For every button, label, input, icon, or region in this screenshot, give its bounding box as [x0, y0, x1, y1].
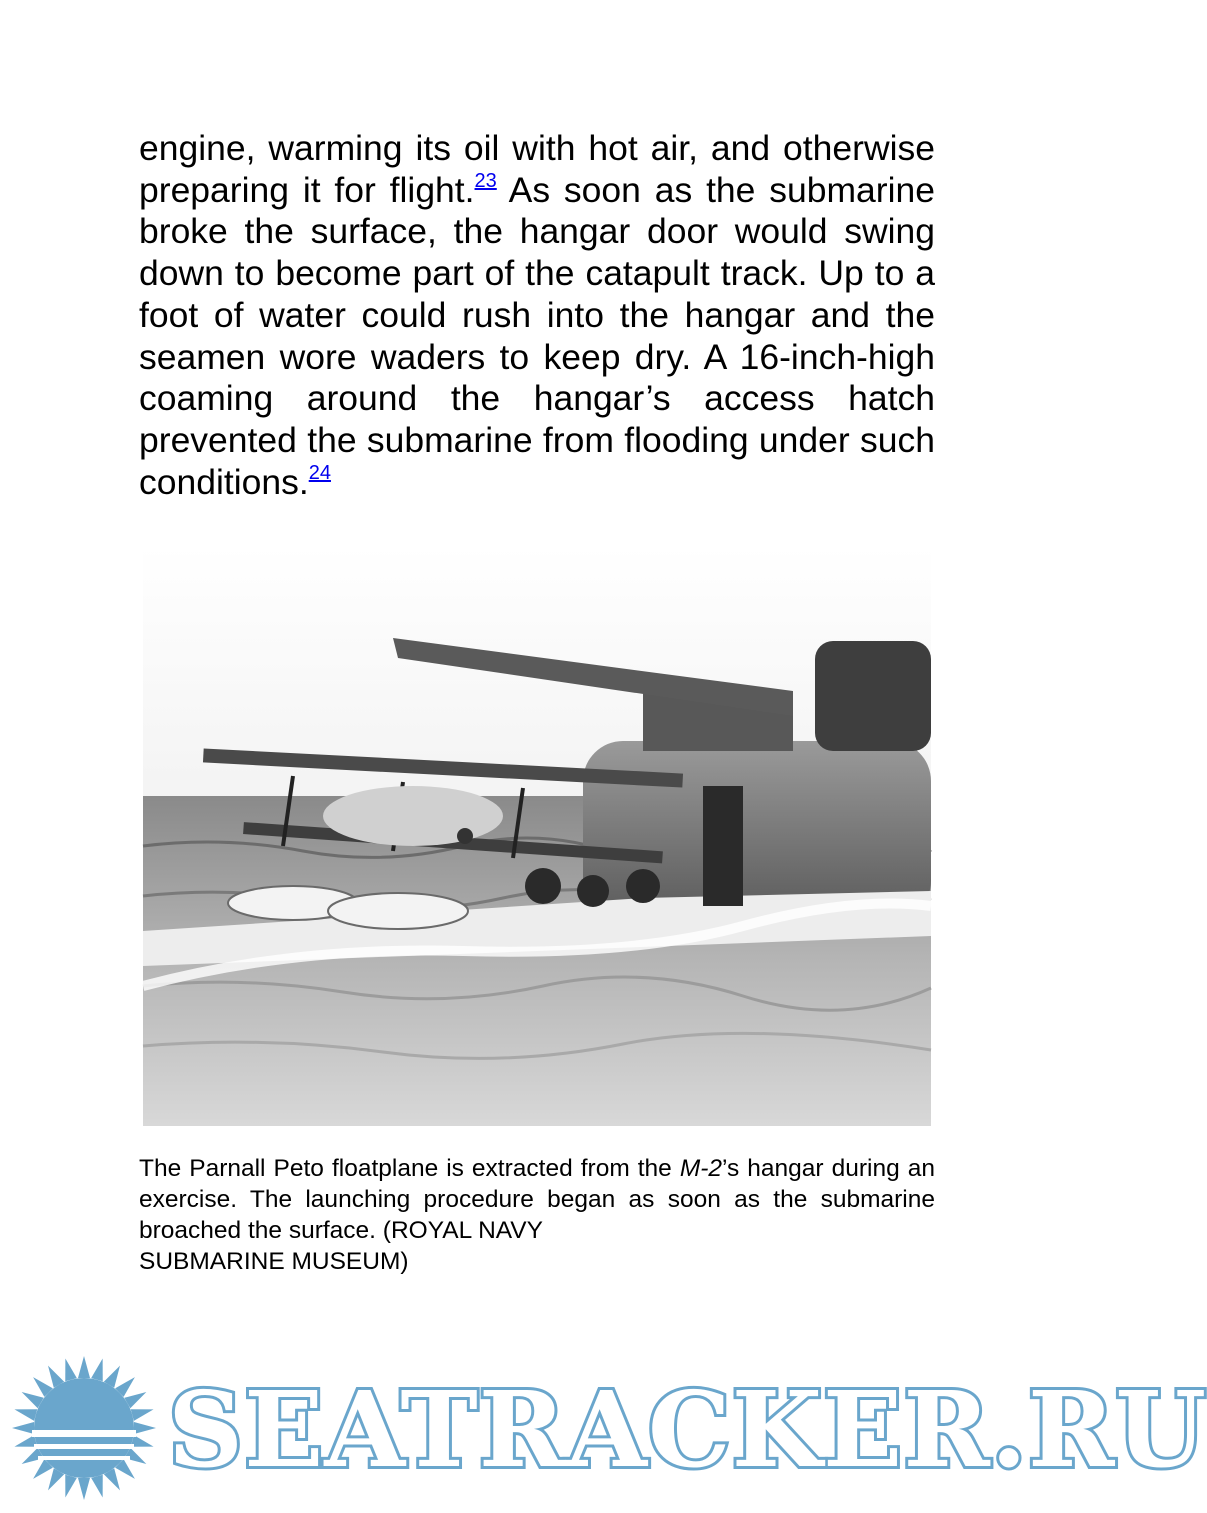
- photo-illustration: [143, 546, 931, 1126]
- caption-credit-line: SUBMARINE MUSEUM): [139, 1248, 409, 1275]
- photo-caption: [139, 1153, 935, 1277]
- caption-text-part-1: The Parnall Peto floatplane is extracted from the: [139, 1155, 680, 1182]
- body-text-part-2: As soon as the submarine broke the surface, the hangar door would swing down to become part of the catapult track. Up to a foot of water could rush into the hangar and the seamen wore waders to keep dry. A 16-inch-high coaming around the hangar’s access hatch prevented the submarine from flooding under such conditions.: [139, 169, 936, 502]
- caption-text-part-2: ’s hangar during an exercise. The launching procedure began as soon as the submarine broached the surface. (ROYAL NAVY: [139, 1155, 935, 1244]
- footnote-ref-23: [475, 170, 497, 192]
- photo-floatplane-submarine: [143, 546, 931, 1126]
- footnote-ref-24: [309, 462, 331, 484]
- sun-burst-icon: [12, 1356, 156, 1500]
- body-paragraph: [139, 128, 935, 503]
- footnote-link-24[interactable]: 24: [308, 461, 331, 484]
- watermark-logo-text: SEATRACKER.RU: [168, 1368, 1207, 1491]
- footnote-link-23[interactable]: 23: [474, 169, 497, 192]
- caption-submarine-name: M-2: [679, 1155, 723, 1182]
- body-text-part-1: engine, warming its oil with hot air, and otherwise preparing it for flight.: [139, 128, 935, 210]
